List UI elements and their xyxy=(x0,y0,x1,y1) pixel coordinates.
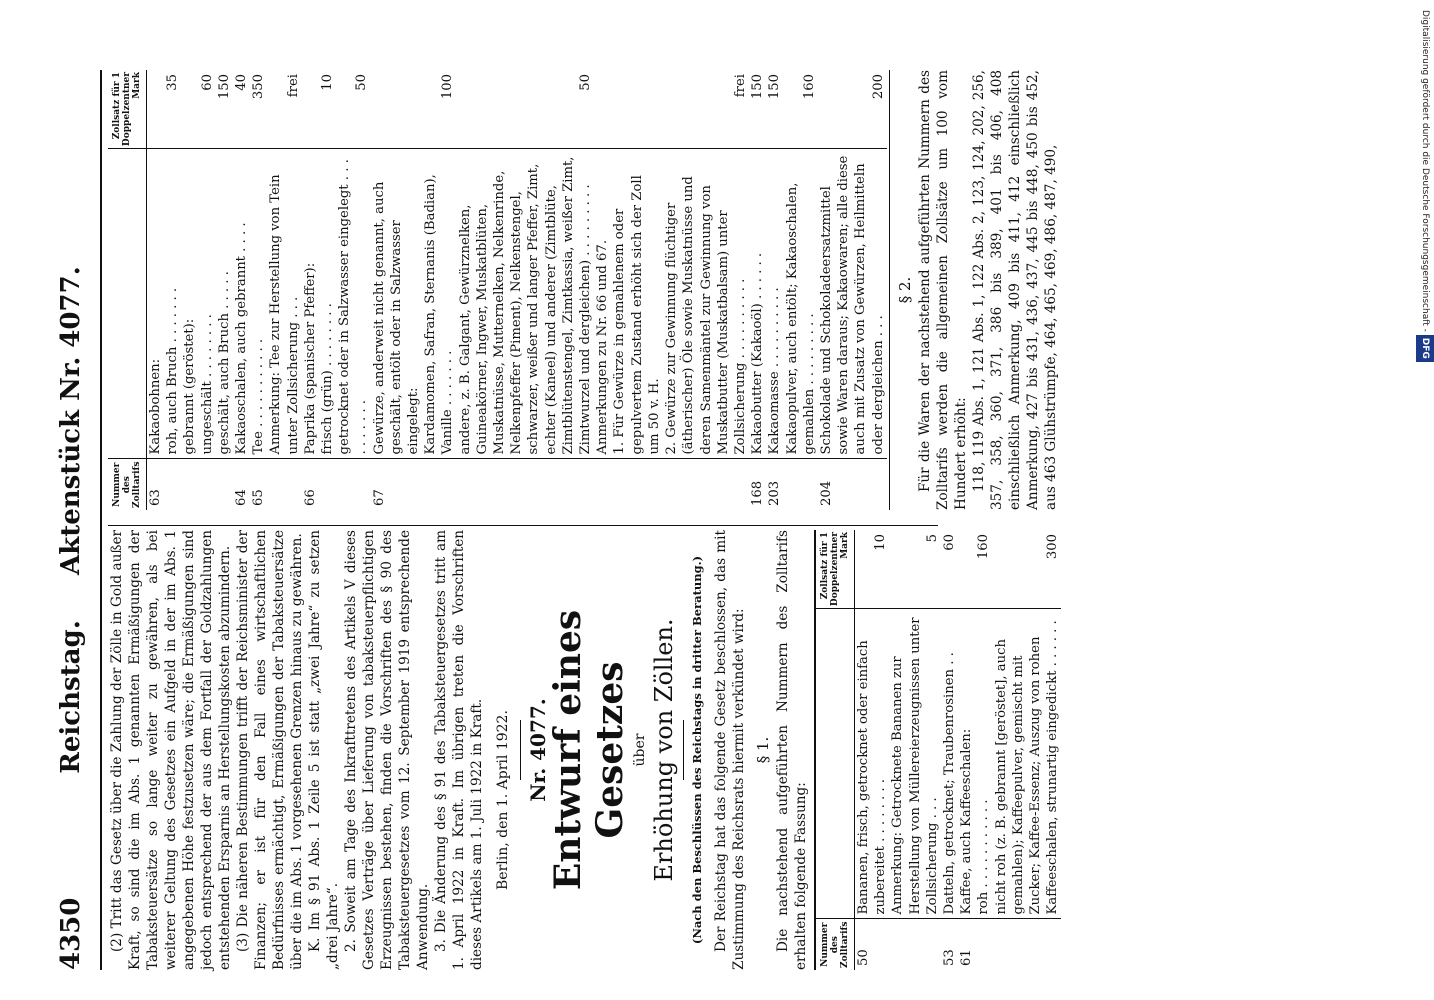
section-text: Für die Waren der nachstehend aufgeführten Nummern des Zolltarifs werden die allgemeinen Zollsätze um 100 vom Hundert erhöht: xyxy=(916,70,969,510)
table-header-row xyxy=(108,70,147,510)
dfg-note-text: Digitalisierung gefördert durch die Deutsche Forschungsgemeinschaft - xyxy=(1420,10,1430,332)
section-heading: § 1. xyxy=(754,736,772,764)
tariff-number: 204 xyxy=(818,459,887,510)
tariff-number xyxy=(784,459,818,510)
table-row xyxy=(889,530,941,970)
table-row xyxy=(422,70,456,510)
header-right-label: Aktenstück Nr. 4077. xyxy=(56,266,86,575)
tariff-number: 67 xyxy=(371,459,423,510)
tariff-number: 64 xyxy=(233,459,250,510)
tariff-description: Bananen, frisch, getrocknet oder einfach zubereitet . . . . . . . . xyxy=(856,640,889,915)
tariff-description: roh . . . . . . . . . . . xyxy=(976,799,992,915)
table-row xyxy=(233,70,250,510)
unit-label: Mark xyxy=(132,72,142,99)
rate-label: Zollsatz für 1 Doppelzentner xyxy=(112,71,132,147)
bill-note: (Nach den Beschlüssen des Reichstags in dritter Beratung.) xyxy=(690,555,704,945)
table-row xyxy=(663,70,749,510)
tariff-number: 50 xyxy=(855,919,890,970)
tariff-description: nicht roh (z. B. gebrannt [geröstet], auch gemahlen); Kaffeepulver, gemischt mit Zucker; Kaffee-Essenz; Auszug von rohen Kaffeeschalen, strunartig eingedickt . . . . . . xyxy=(993,620,1061,915)
tariff-table-right xyxy=(108,70,887,510)
tariff-description: frisch (grün) . . . . . . . . xyxy=(320,303,336,455)
tariff-description: Anmerkung: Getrocknete Bananen zur Herstellung von Müllereierzeugnissen unter Zollsicherung . . . xyxy=(890,617,940,915)
tariff-rate: frei xyxy=(663,70,749,149)
col-header-description xyxy=(816,609,855,919)
tariff-number xyxy=(319,459,336,510)
tariff-rate: 100 xyxy=(422,70,456,149)
tariff-number xyxy=(993,919,1062,970)
tariff-rate: 150 xyxy=(749,70,766,149)
dfg-logo: DFG xyxy=(1416,335,1434,362)
tariff-rate: frei xyxy=(267,70,301,149)
rotated-page xyxy=(0,40,1434,1000)
table-row xyxy=(855,530,890,970)
paragraph: 3. Die Änderung des § 91 des Tabaksteuergesetzes tritt am 1. April 1922 in Kraft. Im übrigen treten die Vorschriften dieses Artikels am 1. Juli 1922 in Kraft. xyxy=(433,530,485,970)
col-header-rate xyxy=(108,70,147,149)
tariff-description: gebrannt (geröstet): xyxy=(182,318,198,455)
table-row xyxy=(941,530,958,970)
tariff-rate: 50 xyxy=(336,70,370,149)
section-numbers: 118, 119 Abs. 1, 121 Abs. 1, 122 Abs. 2, 123, 124, 202, 256, 357, 358, 360, 371, 386 bis 389, 401 bis 406, 408 einschließlich Anmerkung, 409 bis 411, 412 einschließlich Anmerkung, 427 bis 431, 436, 437, 445 bis 448, 450 bis 452, aus 463 Glühstrümpfe, 464, 465, 469, 486, 487, 490, xyxy=(970,70,1059,510)
section-heading: § 2. xyxy=(895,276,914,304)
paragraph: 2. Soweit am Tage des Inkrafttretens des Artikels V dieses Gesetzes Verträge über Lieferung von tabaksteuerpflichtigen Erzeugnissen bestehen, finden die Vorschriften des § 90 des Tabaksteuergesetzes vom 12. September 1919 entsprechende Anwendung. xyxy=(343,530,431,970)
table-row xyxy=(818,70,887,510)
column-divider xyxy=(108,525,938,526)
header-title xyxy=(56,70,86,970)
bill-title: Entwurf eines Gesetzes xyxy=(547,609,631,891)
tariff-rate: 10 xyxy=(319,70,336,149)
tariff-number: 65 xyxy=(250,459,267,510)
bill-subject: Erhöhung von Zöllen. xyxy=(650,618,678,882)
tariff-rate: 5 xyxy=(889,530,941,609)
tariff-number xyxy=(975,919,992,970)
signature-line: Berlin, den 1. April 1922. xyxy=(495,710,511,890)
tariff-number: 53 xyxy=(941,919,958,970)
header-rule xyxy=(100,70,102,970)
tariff-rate xyxy=(147,70,165,149)
tariff-rate: 35 xyxy=(164,70,181,149)
tariff-number xyxy=(267,459,301,510)
tariff-description: Anmerkungen zu Nr. 66 und 67. xyxy=(595,239,611,455)
tariff-description: geschält, auch Bruch . . . . . xyxy=(216,271,232,455)
tariff-rate: 60 xyxy=(941,530,958,609)
table-row xyxy=(958,530,975,970)
separator xyxy=(683,720,684,780)
tariff-description: Kakaoschalen, auch gebrannt . . . . xyxy=(234,222,250,455)
tariff-rate xyxy=(611,70,663,149)
tariff-number: 168 xyxy=(749,459,766,510)
tariff-rate: 150 xyxy=(216,70,233,149)
tariff-description: Anmerkung: Tee zur Herstellung von Tein unter Zollsicherung . . . xyxy=(268,174,301,455)
tariff-description: Kakaopulver, auch entölt; Kakaoschalen, gemahlen . . . . . . . . . xyxy=(784,182,817,455)
table-row xyxy=(784,70,818,510)
tariff-number xyxy=(422,459,456,510)
separator xyxy=(520,720,521,780)
table-row xyxy=(302,70,319,510)
tariff-rate xyxy=(302,70,319,149)
tariff-description: Kakaobohnen: xyxy=(148,358,163,455)
paragraph: K. Im § 91 Abs. 1 Zeile 5 ist statt „zwei Jahre“ zu setzen „drei Jahre“. xyxy=(307,530,341,970)
right-column xyxy=(108,70,1060,510)
col-header-number: Nummer des Zolltarifs xyxy=(816,919,855,970)
table-row xyxy=(594,70,611,510)
bill-number: Nr. 4077. xyxy=(526,698,550,802)
tariff-description: Gewürze, anderweit nicht genannt, auch geschält, entölt oder in Salzwasser eingelegt: xyxy=(371,181,422,455)
tariff-rate: 50 xyxy=(457,70,595,149)
tariff-description: Tee . . . . . . . . . . . xyxy=(251,338,267,455)
table-bottom-rule xyxy=(889,70,890,510)
tariff-rate: 160 xyxy=(784,70,818,149)
section-text: Die nachstehend aufgeführten Nummern des Zolltarifs erhalten folgende Fassung: xyxy=(775,530,809,970)
rate-label: Zollsatz für 1 Doppelzentner xyxy=(820,531,840,607)
table-row xyxy=(147,70,165,510)
tariff-rate: 60 xyxy=(199,70,216,149)
tariff-description: andere, z. B. Galgant, Gewürznelken, Guineakörner, Ingwer, Muskatblüten, Muskatnüsse, Mutternelken, Nelkenrinde, Nelkenpfeffer (Piment), Nelkenstengel, schwarzer, weißer und langer Pfeffer, Zimt, echter (Kaneel) und anderer (Zimtblüte, Zimtblütenstengel, Zimtkassia, weißer Zimt, Zimtwurzel und dergleichen) . . . . . . . . . xyxy=(457,156,594,455)
table-row xyxy=(336,70,370,510)
tariff-number xyxy=(336,459,370,510)
tariff-description: 2. Gewürze zur Gewinnung flüchtiger (ätherischer) Öle sowie Muskatnüsse und deren Samenmäntel zur Gewinnung von Muskatbutter (Muskatbalsam) unter Zollsicherung . . . . . . . . . . xyxy=(664,176,748,455)
tariff-rate xyxy=(958,530,975,609)
tariff-rate: 350 xyxy=(250,70,267,149)
table-row xyxy=(371,70,423,510)
table-row xyxy=(611,70,663,510)
tariff-number xyxy=(199,459,216,510)
tariff-rate xyxy=(594,70,611,149)
tariff-number xyxy=(889,919,941,970)
tariff-number: 203 xyxy=(766,459,783,510)
tariff-description: Kakaomasse . . . . . . . . . . xyxy=(767,287,783,455)
table-header-row xyxy=(816,530,855,970)
table-row xyxy=(993,530,1062,970)
tariff-rate: 160 xyxy=(975,530,992,609)
preamble: Der Reichstag hat das folgende Gesetz beschlossen, das mit Zustimmung des Reichsrats hiermit verkündet wird: xyxy=(713,530,747,970)
table-row xyxy=(267,70,301,510)
tariff-number xyxy=(594,459,611,510)
col-header-description xyxy=(108,149,147,459)
tariff-number xyxy=(181,459,198,510)
page-header xyxy=(56,70,96,970)
tariff-number xyxy=(216,459,233,510)
tariff-description: 1. Für Gewürze in gemahlenem oder gepulvertem Zustand erhöht sich der Zoll um 50 v. H. xyxy=(612,175,662,455)
paragraph: (3) Die näheren Bestimmungen trifft der Reichsminister der Finanzen; er ist für den Fall eines wirtschaftlichen Bedürfnisses ermächtigt, Ermäßigungen der Tabaksteuersätze über die im Abs. 1 vorgesehenen Grenzen hinaus zu gewähren. xyxy=(235,530,305,970)
tariff-number xyxy=(663,459,749,510)
table-row xyxy=(216,70,233,510)
table-row xyxy=(250,70,267,510)
tariff-description: Kardamomen, Safran, Sternanis (Badian), Vanille . . . . . . . xyxy=(423,174,456,455)
tariff-rate: 200 xyxy=(818,70,887,149)
page-number: 4350 xyxy=(56,897,86,970)
tariff-number xyxy=(611,459,663,510)
tariff-rate: 300 xyxy=(993,530,1062,609)
tariff-table-left xyxy=(816,530,1061,970)
tariff-rate: 10 xyxy=(855,530,890,609)
left-column xyxy=(108,530,1061,970)
tariff-number xyxy=(164,459,181,510)
tariff-rate: 40 xyxy=(233,70,250,149)
col-header-number: Nummer des Zolltarifs xyxy=(108,459,147,510)
tariff-rate xyxy=(181,70,198,149)
table-row xyxy=(457,70,595,510)
tariff-number: 66 xyxy=(302,459,319,510)
digitization-note xyxy=(1416,10,1434,390)
tariff-rate xyxy=(371,70,423,149)
unit-label: Mark xyxy=(840,532,850,559)
table-row xyxy=(319,70,336,510)
tariff-description: Paprika (spanischer Pfeffer): xyxy=(302,262,318,455)
tariff-number xyxy=(457,459,595,510)
table-row xyxy=(199,70,216,510)
table-row xyxy=(975,530,992,970)
tariff-rate: 150 xyxy=(766,70,783,149)
tariff-description: Kaffee, auch Kaffeeschalen: xyxy=(959,728,975,915)
table-row xyxy=(766,70,783,510)
paragraph: (2) Tritt das Gesetz über die Zahlung der Zölle in Gold außer Kraft, so sind die im Abs. 1 genannten Ermäßigungen der Tabaksteuersätze so lange weiter zu gewähren, als bei weiterer Geltung des Gesetzes ein Aufgeld in der im Abs. 1 angegebenen Höhe festzusetzen wäre; die Ermäßigungen sind jedoch entsprechend der aus dem Fortfall der Goldzahlungen entstehenden Ersparnis an Herstellungskosten abzumindern. xyxy=(109,530,233,970)
tariff-description: getrocknet oder in Salzwasser eingelegt . . . . . . . . . . xyxy=(337,159,370,455)
table-row xyxy=(181,70,198,510)
tariff-description: Schokolade und Schokoladeersatzmittel sowie Waren daraus; Kakaowaren; alle diese auch mit Zusatz von Gewürzen, Heilmitteln oder dergleichen . . . xyxy=(818,155,886,455)
tariff-number: 63 xyxy=(147,459,165,510)
table-row xyxy=(749,70,766,510)
tariff-description: ungeschält . . . . . . . . xyxy=(199,314,215,455)
tariff-description: roh, auch Bruch . . . . . . . xyxy=(165,287,181,455)
bill-ueber: über xyxy=(632,733,648,767)
table-row xyxy=(164,70,181,510)
tariff-number: 61 xyxy=(958,919,975,970)
tariff-description: Kakaobutter (Kakaoöl) . . . . . . xyxy=(750,252,766,455)
header-left-label: Reichstag. xyxy=(56,620,86,774)
tariff-description: Datteln, getrocknet; Traubenrosinen . . xyxy=(942,652,958,915)
col-header-rate xyxy=(816,530,855,609)
